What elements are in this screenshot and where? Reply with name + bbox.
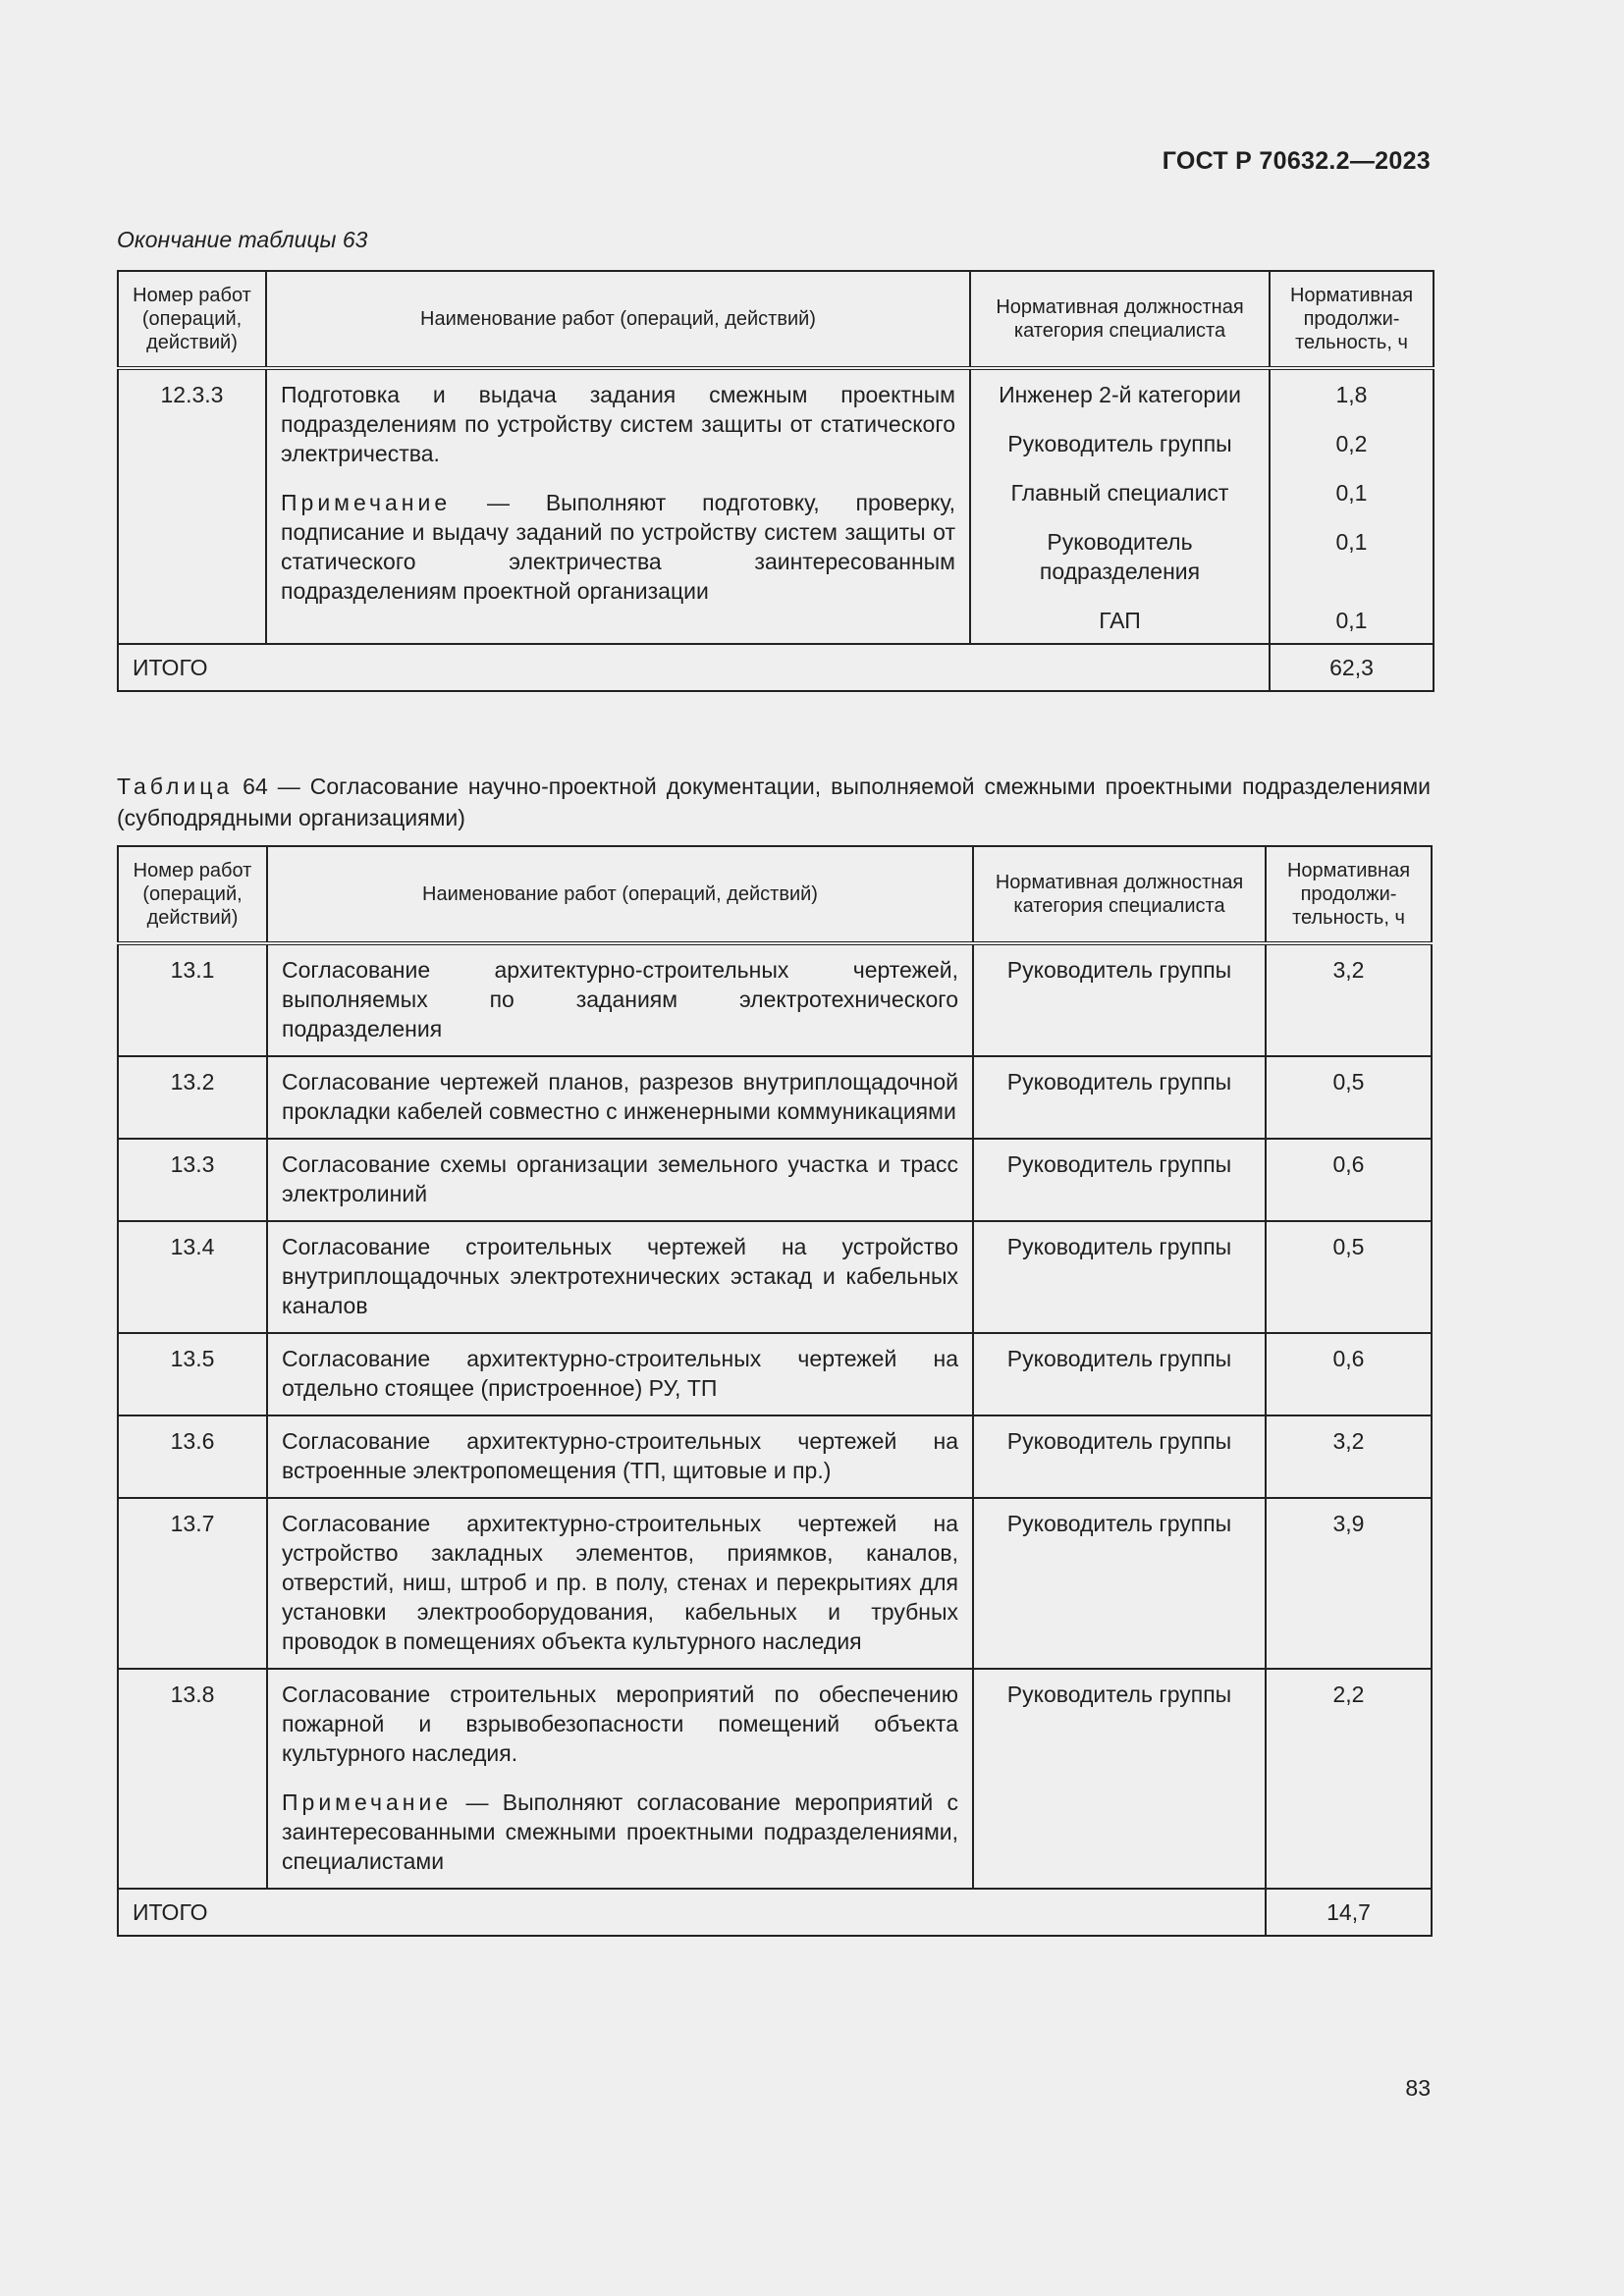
row-text: Подготовка и выдача задания смежным проектным подразделениям по устройству систем защиты от статического электричества. <box>281 382 955 466</box>
table-row <box>118 368 1434 644</box>
table-63 <box>117 270 1435 692</box>
row-number: 13.2 <box>118 1056 267 1139</box>
category-item: Руководитель подразделения <box>1039 529 1201 584</box>
duration-item: 0,1 <box>1335 480 1368 506</box>
row-name <box>267 1415 973 1498</box>
header-category: Нормативная должностная категория специалиста <box>973 846 1266 943</box>
row-duration: 0,6 <box>1266 1333 1432 1415</box>
row-category: Руководитель группы <box>973 1056 1266 1139</box>
row-duration: 0,6 <box>1266 1139 1432 1221</box>
table-header-row <box>118 846 1432 943</box>
header-duration: Нормативная продолжи-тельность, ч <box>1270 271 1434 368</box>
note-text: — Выполняют согласование мероприятий с заинтересованными смежными проектными подразделениями, специалистами <box>282 1789 958 1874</box>
total-value: 14,7 <box>1266 1889 1432 1936</box>
row-note <box>281 488 955 606</box>
table64-caption <box>117 771 1431 833</box>
row-category: Руководитель группы <box>973 1669 1266 1889</box>
category-item: Руководитель группы <box>1007 431 1232 456</box>
row-duration: 2,2 <box>1266 1669 1432 1889</box>
header-number: Номер работ (операций, действий) <box>118 846 267 943</box>
table63-continuation-caption: Окончание таблицы 63 <box>117 227 368 252</box>
duration-item: 0,1 <box>1335 608 1368 633</box>
row-name <box>266 368 970 644</box>
standard-code: ГОСТ Р 70632.2—2023 <box>1162 147 1431 175</box>
row-text: Согласование строительных чертежей на устройство внутриплощадочных электротехнических эстакад и кабельных каналов <box>282 1234 958 1318</box>
row-text: Согласование чертежей планов, разрезов внутриплощадочной прокладки кабелей совместно с инженерными коммуникациями <box>282 1069 958 1124</box>
header-number: Номер работ (операций, действий) <box>118 271 266 368</box>
row-category: Руководитель группы <box>973 1139 1266 1221</box>
header-category: Нормативная должностная категория специалиста <box>970 271 1270 368</box>
row-text: Согласование схемы организации земельного участка и трасс электролиний <box>282 1151 958 1206</box>
header-name: Наименование работ (операций, действий) <box>266 271 970 368</box>
row-duration: 3,9 <box>1266 1498 1432 1669</box>
row-number: 13.5 <box>118 1333 267 1415</box>
table-row <box>118 1221 1432 1333</box>
row-name <box>267 1333 973 1415</box>
row-duration-list <box>1270 368 1434 644</box>
header-name: Наименование работ (операций, действий) <box>267 846 973 943</box>
row-duration: 3,2 <box>1266 1415 1432 1498</box>
total-label: ИТОГО <box>118 644 1270 691</box>
header-duration: Нормативная продолжи-тельность, ч <box>1266 846 1432 943</box>
row-category: Руководитель группы <box>973 943 1266 1056</box>
total-value: 62,3 <box>1270 644 1434 691</box>
row-category: Руководитель группы <box>973 1498 1266 1669</box>
row-name <box>267 1669 973 1889</box>
table-row <box>118 943 1432 1056</box>
row-name <box>267 1139 973 1221</box>
row-category: Руководитель группы <box>973 1333 1266 1415</box>
page-number: 83 <box>1405 2075 1431 2101</box>
row-number: 13.7 <box>118 1498 267 1669</box>
note-label: Примечание <box>282 1789 453 1815</box>
row-number: 13.6 <box>118 1415 267 1498</box>
table-row <box>118 1056 1432 1139</box>
row-text: Согласование архитектурно-строительных чертежей на устройство закладных элементов, приямков, каналов, отверстий, ниш, штроб и пр. в полу, стенах и перекрытиях для установки электрооборудования, кабельных и трубных проводок в помещениях объекта культурного наследия <box>282 1511 958 1654</box>
table-row <box>118 1669 1432 1889</box>
row-duration: 3,2 <box>1266 943 1432 1056</box>
total-label: ИТОГО <box>118 1889 1266 1936</box>
caption-text: 64 — Согласование научно-проектной документации, выполняемой смежными проектными подразделениями (субподрядными организациями) <box>117 774 1431 830</box>
note-label: Примечание <box>281 490 452 515</box>
row-number: 13.4 <box>118 1221 267 1333</box>
caption-label: Таблица <box>117 774 234 799</box>
row-note <box>282 1788 958 1876</box>
duration-item: 0,1 <box>1335 529 1368 555</box>
category-item: Инженер 2-й категории <box>999 382 1241 407</box>
total-row <box>118 644 1434 691</box>
row-category: Руководитель группы <box>973 1415 1266 1498</box>
row-duration: 0,5 <box>1266 1221 1432 1333</box>
row-number: 12.3.3 <box>118 368 266 644</box>
row-text: Согласование архитектурно-строительных чертежей на отдельно стоящее (пристроенное) РУ, ТП <box>282 1346 958 1401</box>
row-text: Согласование архитектурно-строительных чертежей на встроенные электропомещения (ТП, щитовые и пр.) <box>282 1428 958 1483</box>
row-name <box>267 1056 973 1139</box>
row-text: Согласование архитектурно-строительных чертежей, выполняемых по заданиям электротехнического подразделения <box>282 957 958 1041</box>
note-text: — Выполняют подготовку, проверку, подписание и выдачу заданий по устройству систем защиты от статического электричества заинтересованным подразделениям проектной организации <box>281 490 955 604</box>
table-header-row <box>118 271 1434 368</box>
row-number: 13.3 <box>118 1139 267 1221</box>
table-row <box>118 1415 1432 1498</box>
total-row <box>118 1889 1432 1936</box>
table-row <box>118 1139 1432 1221</box>
row-name <box>267 1221 973 1333</box>
row-category: Руководитель группы <box>973 1221 1266 1333</box>
table-row <box>118 1498 1432 1669</box>
row-name <box>267 943 973 1056</box>
row-name <box>267 1498 973 1669</box>
category-item: Главный специалист <box>1010 480 1229 506</box>
row-number: 13.1 <box>118 943 267 1056</box>
category-item: ГАП <box>1099 608 1141 633</box>
duration-item: 0,2 <box>1335 431 1368 456</box>
table-row <box>118 1333 1432 1415</box>
row-duration: 0,5 <box>1266 1056 1432 1139</box>
row-text: Согласование строительных мероприятий по обеспечению пожарной и взрывобезопасности помещений объекта культурного наследия. <box>282 1682 958 1766</box>
table-64 <box>117 845 1433 1937</box>
row-category-list <box>970 368 1270 644</box>
row-number: 13.8 <box>118 1669 267 1889</box>
duration-item: 1,8 <box>1335 382 1368 407</box>
